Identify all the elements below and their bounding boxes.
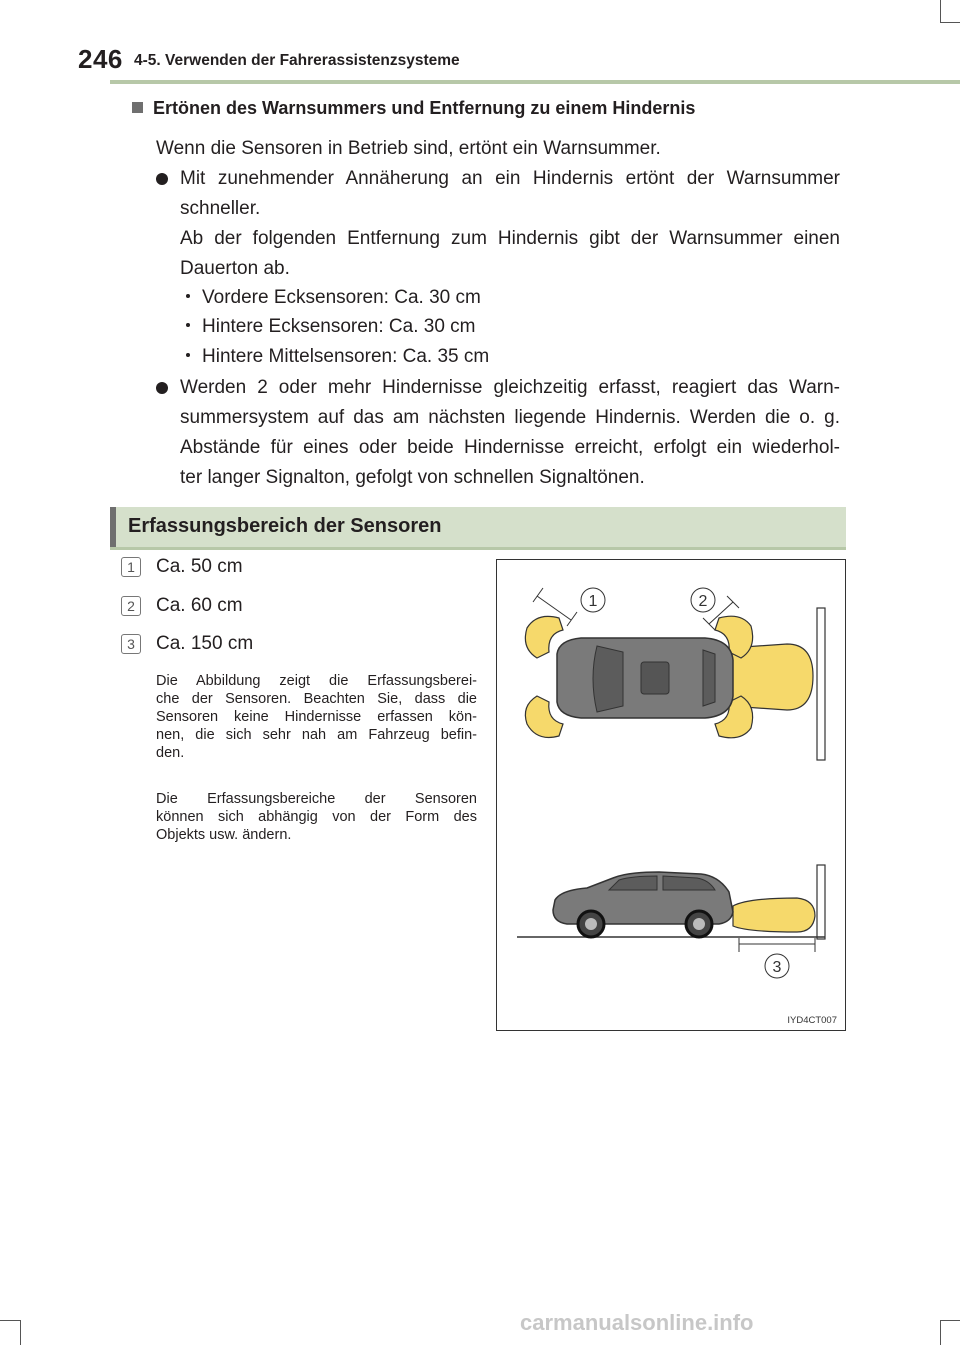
- note-paragraph: [156, 672, 477, 762]
- sensor-range-figure: [496, 559, 846, 1031]
- crop-mark: [940, 22, 960, 23]
- crop-mark: [940, 1320, 960, 1321]
- car-windshield: [593, 646, 623, 712]
- number-badge: 3: [121, 634, 141, 654]
- sub-bullet-icon: [186, 294, 190, 298]
- bullet-item: [156, 164, 840, 284]
- sub-bullet-icon: [186, 323, 190, 327]
- note-line: Die Abbildung zeigt die Erfassungsberei-: [156, 673, 477, 689]
- callout-label-3: 3: [772, 959, 782, 976]
- text-line: Ab der folgenden Entfernung zum Hindernis gibt der Warnsummer einen: [180, 228, 840, 249]
- text-line: Mit zunehmender Annäherung an ein Hindernis ertönt der Warnsummer: [180, 168, 840, 189]
- text-line: Abstände für eines oder beide Hindernisse erreicht, erfolgt ein wiederhol-: [180, 437, 840, 458]
- text-line: schneller.: [180, 198, 261, 219]
- crop-mark: [940, 1320, 941, 1345]
- figure-code: IYD4CT007: [787, 1015, 837, 1026]
- rear-wheel-hub: [693, 918, 705, 930]
- sub-item: [186, 342, 489, 372]
- bullet-item: [156, 373, 840, 493]
- text-line: Dauerton ab.: [180, 258, 290, 279]
- note-paragraph: [156, 790, 477, 844]
- car-sunroof: [641, 662, 669, 694]
- bullet-dot-icon: [156, 173, 168, 185]
- banner-title: Erfassungsbereich der Sensoren: [128, 515, 442, 537]
- watermark: carmanualsonline.info: [520, 1310, 754, 1335]
- section-heading-text: Ertönen des Warnsummers und Entfernung zu einem Hindernis: [153, 98, 696, 118]
- range-value: Ca. 50 cm: [156, 556, 243, 577]
- section-banner: [110, 507, 846, 550]
- square-bullet-icon: [132, 102, 143, 113]
- note-line: che der Sensoren. Beachten Sie, dass die: [156, 691, 477, 707]
- sub-item: [186, 312, 476, 342]
- text-line: Werden 2 oder mehr Hindernisse gleichzeitig erfasst, reagiert das Warn-: [180, 377, 840, 398]
- note-line: können sich abhängig von der Form des: [156, 809, 477, 825]
- sub-item-text: Vordere Ecksensoren: Ca. 30 cm: [202, 287, 481, 308]
- callout-label-2: 2: [698, 593, 708, 610]
- front-wheel-hub: [585, 918, 597, 930]
- wall-side: [817, 865, 825, 939]
- dimension-tick: [533, 588, 543, 602]
- header-rule: [110, 80, 960, 84]
- wall-top: [817, 608, 825, 760]
- crop-mark: [20, 1320, 21, 1345]
- sensor-diagram: [497, 560, 845, 1030]
- bullet-dot-icon: [156, 382, 168, 394]
- chapter-title: 4-5. Verwenden der Fahrerassistenzsysteme: [134, 52, 460, 69]
- banner-bar: [110, 507, 116, 547]
- sub-item-text: Hintere Ecksensoren: Ca. 30 cm: [202, 316, 476, 337]
- number-badge: 2: [121, 596, 141, 616]
- car-rear-window: [703, 650, 715, 706]
- section-heading: [132, 98, 695, 119]
- callout-label-1: 1: [588, 593, 598, 610]
- text-line: ter langer Signalton, gefolgt von schnellen Signaltönen.: [180, 467, 645, 488]
- range-value: Ca. 60 cm: [156, 595, 243, 616]
- number-badge: 1: [121, 557, 141, 577]
- note-line: Sensoren keine Hindernisse erfassen kön-: [156, 709, 477, 725]
- sub-bullet-icon: [186, 353, 190, 357]
- text-line: summersystem auf das am nächsten liegende Hindernis. Werden die o. g.: [180, 407, 840, 428]
- crop-mark: [0, 1320, 20, 1321]
- page-number: 246: [78, 44, 123, 74]
- dimension-tick: [567, 612, 577, 626]
- sub-item-text: Hintere Mittelsensoren: Ca. 35 cm: [202, 346, 490, 367]
- note-line: Die Erfassungsbereiche der Sensoren: [156, 791, 477, 807]
- note-line: den.: [156, 745, 185, 761]
- sub-item: [186, 283, 481, 313]
- side-detection-zone: [733, 898, 815, 932]
- note-line: Objekts usw. ändern.: [156, 827, 292, 843]
- note-line: nen, die sich sehr nah am Fahrzeug befin-: [156, 727, 477, 743]
- range-value: Ca. 150 cm: [156, 633, 254, 654]
- intro-paragraph: Wenn die Sensoren in Betrieb sind, ertönt ein Warnsummer.: [156, 138, 661, 159]
- crop-mark: [940, 0, 941, 22]
